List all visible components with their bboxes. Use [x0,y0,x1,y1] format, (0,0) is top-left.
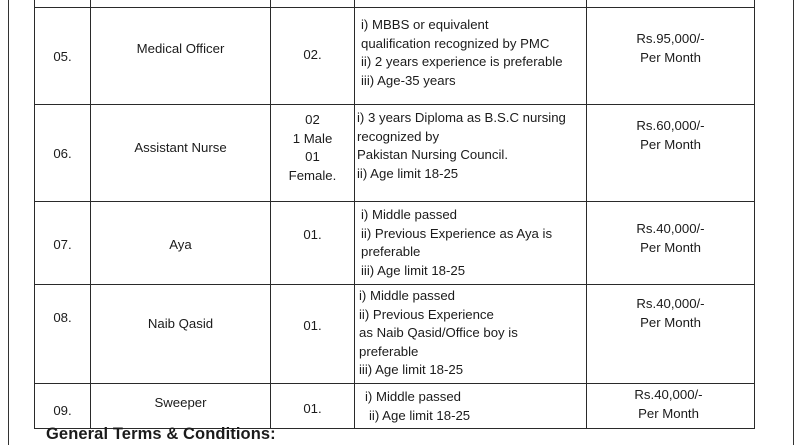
qualification-cell [355,105,587,202]
post-name-cell [91,384,271,429]
serial-number: 07. [53,237,72,252]
qualification-cell [355,0,587,8]
post-name: Aya [169,237,192,252]
table-row [35,105,755,202]
post-name: Medical Officer [136,41,225,56]
page-border-left [8,0,9,445]
post-name-cell [91,0,271,8]
serial-number-cell [35,202,91,285]
post-name: Assistant Nurse [134,140,227,155]
qualification-line: Pakistan Nursing Council. [357,147,508,162]
qualification-line: preferable [361,244,421,259]
quantity-cell [271,8,355,105]
qualification-line: i) Middle passed [365,389,462,404]
salary-line: Per Month [640,49,701,65]
post-name-cell [91,105,271,202]
post-name-cell [91,202,271,285]
salary-cell [587,384,755,429]
quantity-cell [271,105,355,202]
salary-cell [587,202,755,285]
qualification-line: ii) Previous Experience as Aya is [361,225,553,241]
qualification-cell [355,8,587,105]
jobs-table-body [35,0,755,429]
quantity-cell [271,384,355,429]
qualification-cell [355,202,587,285]
qualification-cell [355,384,587,429]
salary-line: Rs.95,000/- [636,31,705,46]
qualification-line: ii) 2 years experience is preferable [361,54,563,69]
serial-number: 05. [53,49,72,64]
quantity-line: 02. [303,47,322,62]
quantity-cell [271,285,355,384]
qualification-line: i) MBBS or equivalent [361,17,489,32]
general-terms-heading: General Terms & Conditions: [46,425,276,443]
salary-cell [587,285,755,384]
salary-line: Per Month [640,239,701,255]
post-name: Sweeper [154,395,207,410]
table-row [35,202,755,285]
quantity-line: 01. [303,401,322,416]
qualification-line: ii) Previous Experience [359,306,494,322]
qualification-line: recognized by [357,128,440,144]
qualification-line: qualification recognized by PMC [361,35,550,51]
qualification-line: i) Middle passed [359,288,456,303]
serial-number-cell [35,384,91,429]
quantity-line: 1 Male [292,130,333,146]
serial-number: 08. [53,310,72,325]
salary-cell [587,0,755,8]
quantity-line: 01. [303,227,322,242]
quantity-cell [271,202,355,285]
table-row [35,384,755,429]
salary-line: Per Month [640,136,701,152]
serial-number-cell [35,285,91,384]
quantity-line: 01 [305,149,320,164]
serial-number-cell [35,105,91,202]
qualification-line: ii) Age limit 18-25 [369,407,471,423]
salary-cell [587,105,755,202]
quantity-line: 01. [303,318,322,333]
table-row [35,285,755,384]
qualification-line: preferable [359,343,419,359]
jobs-table [34,0,755,429]
table-row [35,0,755,8]
serial-number: 09. [53,403,72,418]
serial-number-cell [35,0,91,8]
quantity-line: 02 [305,112,320,127]
qualification-line: i) 3 years Diploma as B.S.C nursing [357,110,566,125]
qualification-line: iii) Age limit 18-25 [359,362,464,377]
salary-cell [587,8,755,105]
quantity-cell [271,0,355,8]
qualification-line: iii) Age limit 18-25 [361,262,466,278]
salary-line: Rs.60,000/- [636,118,705,133]
qualification-line: iii) Age-35 years [361,72,456,88]
serial-number-cell [35,8,91,105]
qualification-line: i) Middle passed [361,207,458,222]
qualification-cell [355,285,587,384]
post-name-cell [91,285,271,384]
salary-line: Rs.40,000/- [634,387,703,402]
table-row [35,8,755,105]
qualification-line: ii) Age limit 18-25 [357,165,459,181]
post-name: Naib Qasid [147,316,214,331]
post-name-cell [91,8,271,105]
serial-number: 06. [53,146,72,161]
quantity-line: Female. [288,167,337,183]
salary-line: Rs.40,000/- [636,221,705,236]
salary-line: Per Month [640,314,701,330]
qualification-line: as Naib Qasid/Office boy is [359,325,518,340]
salary-line: Per Month [638,405,699,421]
page-border-right [793,0,794,445]
salary-line: Rs.40,000/- [636,296,705,311]
